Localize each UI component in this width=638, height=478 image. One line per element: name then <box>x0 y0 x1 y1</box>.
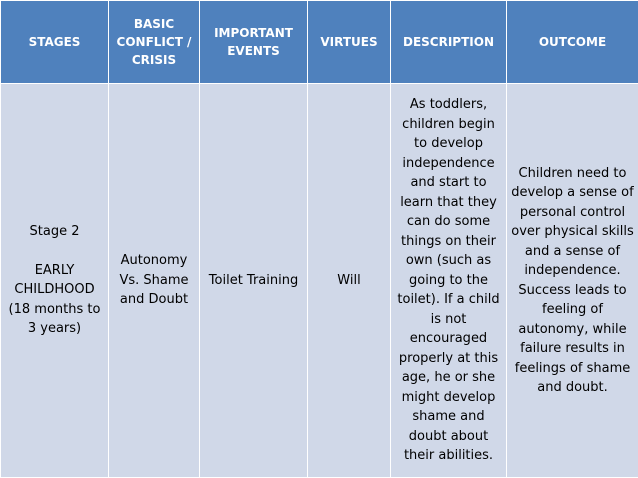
header-description: DESCRIPTION <box>391 1 507 84</box>
table-row <box>1 84 638 478</box>
stage-spacer <box>4 242 105 261</box>
header-row <box>1 1 638 84</box>
stage-label: Stage 2 <box>29 224 80 240</box>
cell-virtues: Will <box>308 84 391 478</box>
header-outcome: OUTCOME <box>507 1 638 84</box>
header-virtues: VIRTUES <box>308 1 391 84</box>
stage-name: EARLY CHILDHOOD (18 months to 3 years) <box>8 262 101 337</box>
cell-conflict: Autonomy Vs. Shame and Doubt <box>109 84 200 478</box>
header-important-events: IMPORTANT EVENTS <box>200 1 308 84</box>
table-body <box>1 84 638 478</box>
header-basic-conflict: BASIC CONFLICT / CRISIS <box>109 1 200 84</box>
cell-outcome: Children need to develop a sense of personal control over physical skills and a sense of independence. Success leads to feeling of autonomy, while failure results in feelings of shame and doubt. <box>507 84 638 478</box>
cell-events: Toilet Training <box>200 84 308 478</box>
cell-description: As toddlers, children begin to develop independence and start to learn that they can do some things on their own (such as going to the toilet). If a child is not encouraged properly at this age, he or she might develop shame and doubt about their abilities. <box>391 84 507 478</box>
header-stages: STAGES <box>1 1 109 84</box>
cell-stage <box>1 84 109 478</box>
table-header <box>1 1 638 84</box>
